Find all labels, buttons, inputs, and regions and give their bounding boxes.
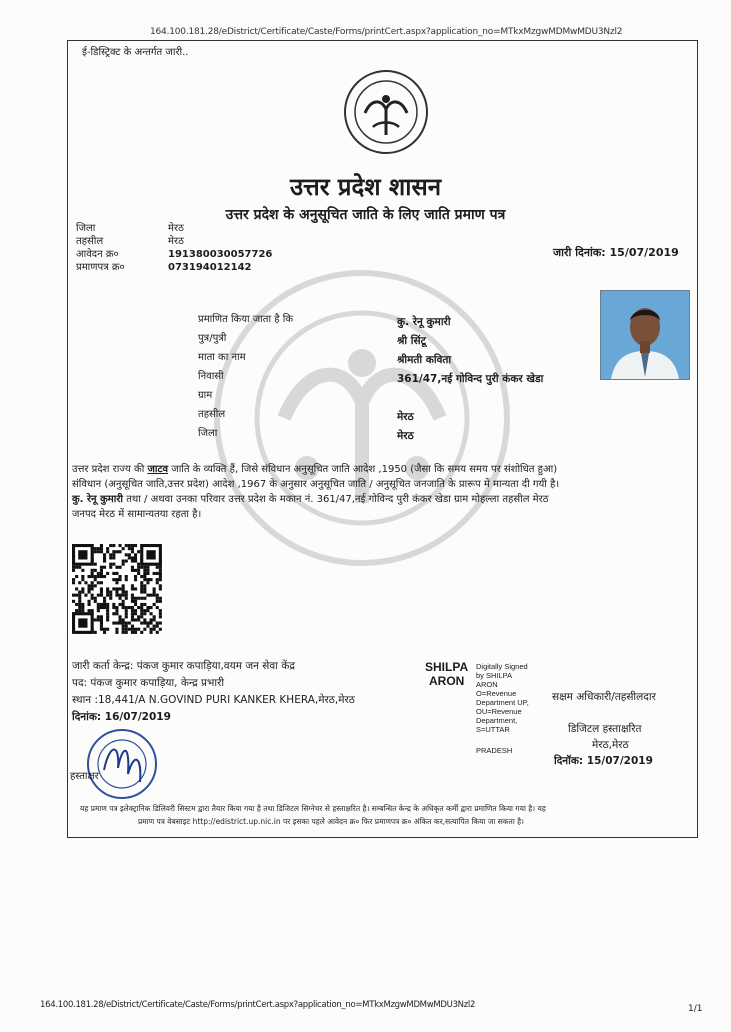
detail-label-village: ग्राम	[198, 390, 213, 401]
meta-label-certificate-no: प्रमाणपत्र क्र०	[76, 262, 125, 273]
page-number: 1/1	[688, 1004, 703, 1014]
para-text-1b: जाति के व्यक्ति हैं, जिसे संविधान अनुसूचित जाति आदेश ,1950 (जैसा कि समय समय पर संशोधित हुआ)	[168, 464, 558, 475]
ds-line: ARON	[476, 680, 498, 689]
detail-label-mother: माता का नाम	[198, 352, 246, 363]
detail-labels	[198, 310, 293, 443]
certificate-title: उत्तर प्रदेश शासन	[289, 172, 442, 201]
ds-line: Department,	[476, 716, 518, 725]
meta-label-tehsil: तहसील	[76, 236, 104, 247]
ds-line: Department UP,	[476, 698, 529, 707]
certificate-footer-note	[80, 802, 690, 828]
issuer-center: जारी कर्ता केन्द्र: पंकज कुमार कपाड़िया,वयम जन सेवा केंद्र	[72, 660, 295, 672]
detail-value-name: कु. रेनू कुमारी	[397, 316, 451, 328]
signature-label: हस्ताक्षर	[70, 771, 99, 782]
authority-date: दिनॉक: 15/07/2019	[554, 755, 653, 767]
ds-line: O=Revenue	[476, 689, 517, 698]
certificate-paragraph	[72, 462, 692, 522]
detail-value-district: मेरठ	[397, 430, 414, 442]
footer-note-line2: प्रमाण पत्र वेबसाइट http://edistrict.up.nic.in पर इसका पहले आवेदन क्र० फिर प्रमाणपत्र क्र० अंकित कर,सत्यापित किया जा सकता है।	[138, 817, 524, 826]
up-govt-emblem-icon	[343, 69, 429, 155]
person-photo-icon	[601, 291, 689, 379]
detail-label-certified: प्रमाणित किया जाता है कि	[198, 314, 294, 325]
qr-code	[70, 543, 164, 636]
detail-value-father: श्री सिंटू	[397, 335, 426, 347]
center-seal-stamp-icon	[70, 722, 166, 808]
footer-note-line1: यह प्रमाण पत्र इलेक्ट्रानिक डिलिवरी सिस्टम द्वारा तैयार किया गया है तथा डिजिटल सिग्नेचर से हस्ताक्षरित है। सम्बन्धित केन्द्र के अधिकृत कर्मी द्वारा प्रमाणित किया गया है। यह	[80, 804, 546, 813]
para-text-2: संविधान (अनुसूचित जाति,उत्तर प्रदेश) आदेश ,1967 के अनुसार अनुसूचित जाति / अनुसूचित जनजाति के प्रारूप में मान्यता दी गयी है।	[72, 479, 560, 490]
meta-value-application-no: 191380030057726	[168, 249, 273, 260]
issuer-date: दिनांक: 16/07/2019	[72, 711, 171, 723]
detail-value-village	[397, 389, 543, 408]
authority-place: मेरठ,मेरठ	[592, 739, 629, 751]
page-url-header: 164.100.181.28/eDistrict/Certificate/Caste/Forms/printCert.aspx?application_no=MTkxMzgwMDMwMDU3Nzl2	[150, 27, 623, 37]
applicant-photo	[600, 290, 690, 380]
caste-name: जाटव	[147, 464, 169, 475]
issued-under-note: ई-डिस्ट्रिक्ट के अन्तर्गत जारी..	[82, 47, 189, 58]
detail-label-child-of: पुत्र/पुत्री	[198, 333, 227, 344]
meta-labels	[76, 222, 125, 274]
detail-value-tehsil: मेरठ	[397, 411, 414, 423]
detail-label-resident: निवासी	[198, 371, 224, 382]
issuer-block	[72, 658, 355, 726]
detail-value-address: 361/47,नई गोविन्द पुरी कंकर खेडा	[397, 373, 544, 385]
para-text-1a: उत्तर प्रदेश राज्य की	[72, 464, 148, 475]
authority-signed: डिजिटल हस्ताक्षरित	[568, 723, 642, 735]
detail-label-district: जिला	[198, 428, 218, 439]
issuer-post: पद: पंकज कुमार कपाड़िया, केन्द्र प्रभारी	[72, 677, 225, 689]
meta-label-district: जिला	[76, 223, 96, 234]
meta-values	[168, 222, 272, 274]
detail-label-tehsil: तहसील	[198, 409, 226, 420]
signer-name-line1: SHILPA	[425, 660, 469, 674]
detail-value-mother: श्रीमती कविता	[397, 354, 452, 366]
meta-value-tehsil: मेरठ	[168, 236, 184, 247]
digital-sign-last: PRADESH	[476, 746, 513, 755]
ds-line: by SHILPA	[476, 671, 513, 680]
ds-line: S=UTTAR	[476, 725, 510, 734]
signer-name-line2: ARON	[429, 674, 465, 688]
issuer-place: स्थान :18,441/A N.GOVIND PURI KANKER KHERA,मेरठ,मेरठ	[72, 694, 355, 706]
meta-value-certificate-no: 073194012142	[168, 262, 252, 273]
para-text-4: जनपद मेरठ में सामान्यतया रहता है।	[72, 509, 202, 520]
meta-label-application-no: आवेदन क्र०	[76, 249, 119, 260]
ds-line: OU=Revenue	[476, 707, 522, 716]
digital-sign-details	[476, 662, 529, 734]
para-name: कु. रेनू कुमारी	[72, 494, 124, 505]
digital-signer-name	[425, 660, 468, 688]
authority-title: सक्षम अधिकारी/तहसीलदार	[552, 691, 656, 703]
meta-value-district: मेरठ	[168, 223, 184, 234]
qr-code-icon	[70, 543, 164, 636]
certificate-subtitle: उत्तर प्रदेश के अनुसूचित जाति के लिए जाति प्रमाण पत्र	[225, 207, 506, 223]
issue-date: जारी दिनांक: 15/07/2019	[553, 246, 679, 259]
para-text-3: तथा / अथवा उनका परिवार उत्तर प्रदेश के मकान नं. 361/47,नई गोविन्द पुरी कंकर खेडा ग्राम मोहल्ला तहसील मेरठ	[123, 494, 549, 505]
ds-line: Digitally Signed	[476, 662, 528, 671]
page-url-footer: 164.100.181.28/eDistrict/Certificate/Caste/Forms/printCert.aspx?application_no=MTkxMzgwMDMwMDU3Nzl2	[40, 1000, 476, 1010]
detail-values	[397, 313, 543, 446]
